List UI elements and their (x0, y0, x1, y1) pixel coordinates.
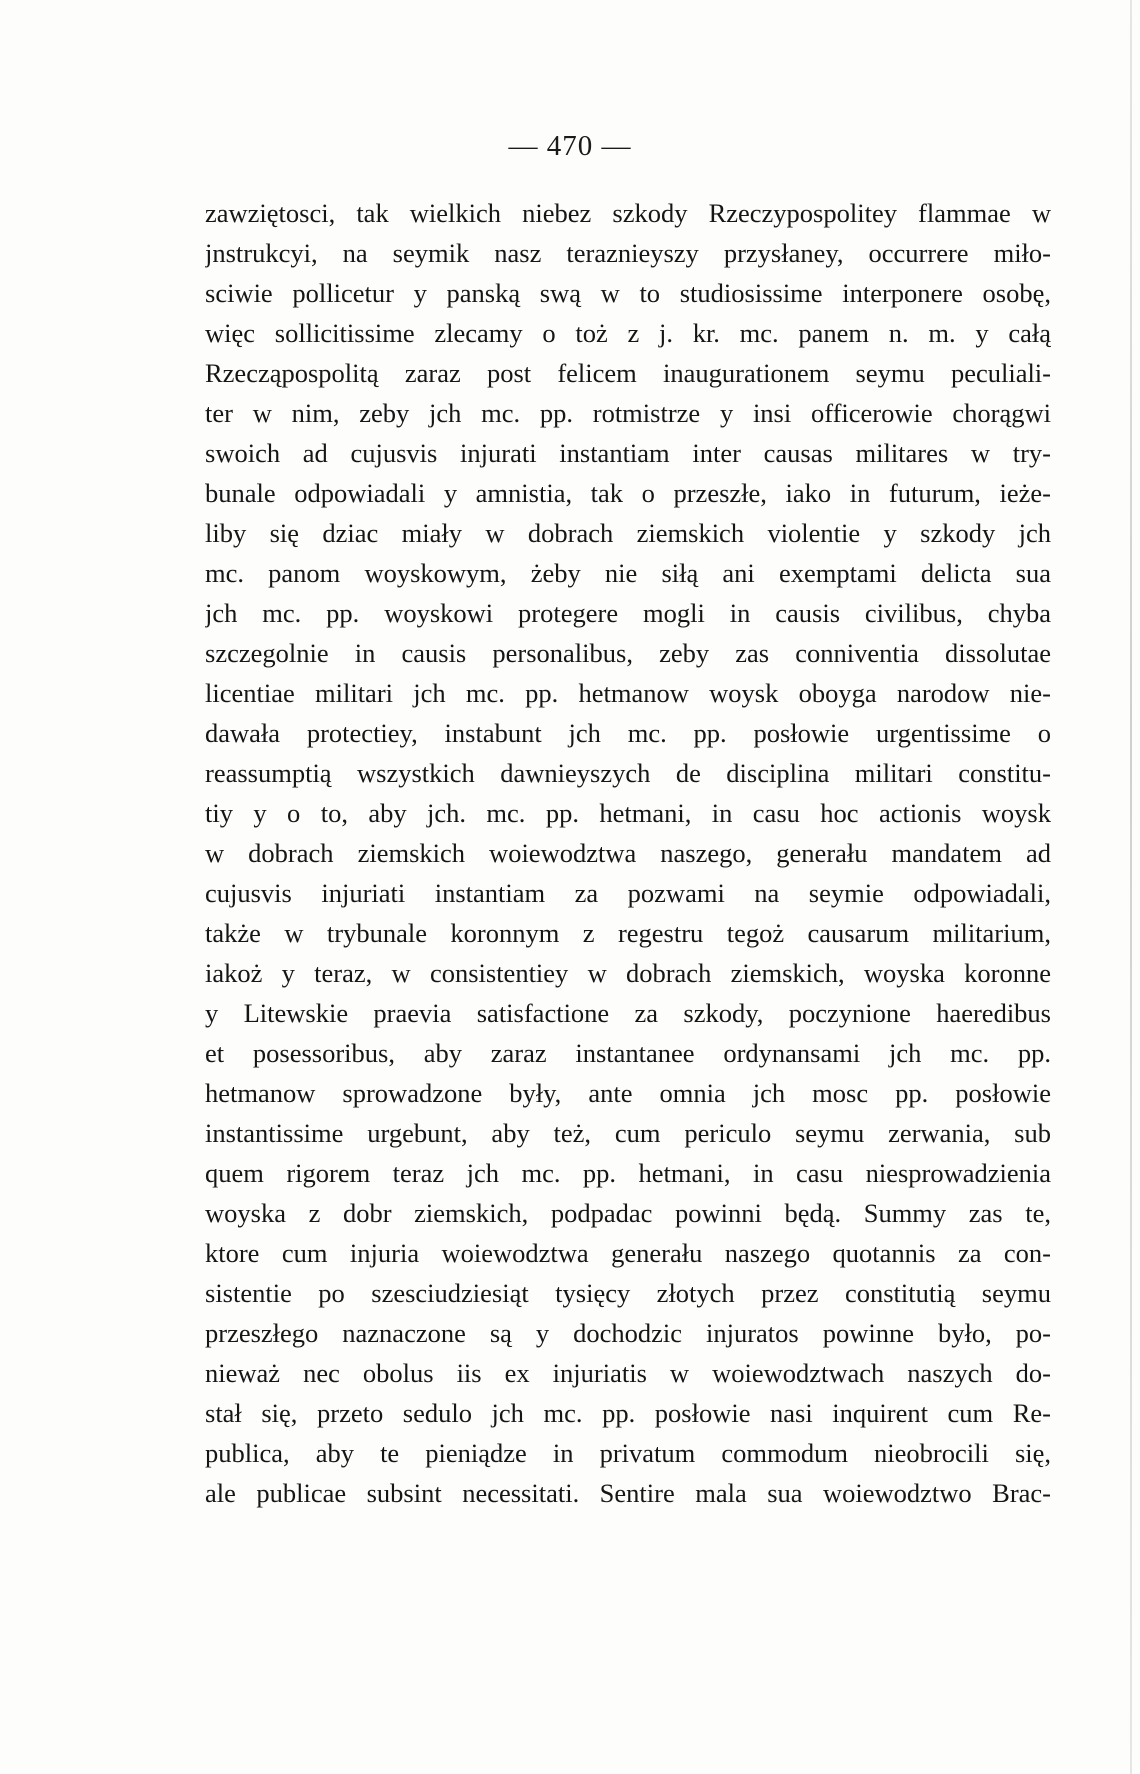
text-line: woyska z dobr ziemskich, podpadac powinni będą. Summy zas te, (205, 1198, 1051, 1228)
text-line: stał się, przeto sedulo jch mc. pp. posłowie nasi inquirent cum Re- (205, 1398, 1051, 1428)
text-line: jnstrukcyi, na seymik nasz teraznieyszy przysłaney, occurrere miło- (205, 238, 1051, 268)
text-line: ter w nim, zeby jch mc. pp. rotmistrze y insi officerowie chorągwi (205, 398, 1051, 428)
page-edge-shadow (1130, 0, 1132, 1774)
text-line: swoich ad cujusvis injurati instantiam inter causas militares w try- (205, 438, 1051, 468)
text-line: zawziętosci, tak wielkich niebez szkody Rzeczypospolitey flammae w (205, 198, 1051, 228)
text-line: ktore cum injuria woiewodztwa generału naszego quotannis za con- (205, 1238, 1051, 1268)
text-line: przeszłego naznaczone są y dochodzic injuratos powinne było, po- (205, 1318, 1051, 1348)
text-line: licentiae militari jch mc. pp. hetmanow woysk oboyga narodow nie- (205, 678, 1051, 708)
text-line: reassumptią wszystkich dawnieyszych de disciplina militari constitu- (205, 758, 1051, 788)
text-line: mc. panom woyskowym, żeby nie siłą ani exemptami delicta sua (205, 558, 1051, 588)
text-line: nieważ nec obolus iis ex injuriatis w woiewodztwach naszych do- (205, 1358, 1051, 1388)
text-line: tiy y o to, aby jch. mc. pp. hetmani, in casu hoc actionis woysk (205, 798, 1051, 828)
text-line: ale publicae subsint necessitati. Sentire mala sua woiewodztwo Brac- (205, 1478, 1051, 1508)
text-line: liby się dziac miały w dobrach ziemskich violentie y szkody jch (205, 518, 1051, 548)
text-line: sciwie pollicetur y panską swą w to studiosissime interponere osobę, (205, 278, 1051, 308)
text-line: w dobrach ziemskich woiewodztwa naszego, generału mandatem ad (205, 838, 1051, 868)
text-line: hetmanow sprowadzone były, ante omnia jch mosc pp. posłowie (205, 1078, 1051, 1108)
text-line: y Litewskie praevia satisfactione za szkody, poczynione haeredibus (205, 998, 1051, 1028)
page-number: — 470 — (508, 130, 632, 162)
text-line: iakoż y teraz, w consistentiey w dobrach ziemskich, woyska koronne (205, 958, 1051, 988)
text-line: sistentie po szesciudziesiąt tysięcy złotych przez constitutią seymu (205, 1278, 1051, 1308)
text-line: dawała protectiey, instabunt jch mc. pp. posłowie urgentissime o (205, 718, 1051, 748)
text-line: bunale odpowiadali y amnistia, tak o przeszłe, iako in futurum, ieże- (205, 478, 1051, 508)
text-line: także w trybunale koronnym z regestru tegoż causarum militarium, (205, 918, 1051, 948)
text-line: cujusvis injuriati instantiam za pozwami na seymie odpowiadali, (205, 878, 1051, 908)
text-line: et posessoribus, aby zaraz instantanee ordynansami jch mc. pp. (205, 1038, 1051, 1068)
text-line: quem rigorem teraz jch mc. pp. hetmani, in casu niesprowadzienia (205, 1158, 1051, 1188)
text-line: jch mc. pp. woyskowi protegere mogli in causis civilibus, chyba (205, 598, 1051, 628)
body-text (205, 193, 1051, 1513)
text-line: szczegolnie in causis personalibus, zeby zas conniventia dissolutae (205, 638, 1051, 668)
text-line: instantissime urgebunt, aby też, cum periculo seymu zerwania, sub (205, 1118, 1051, 1148)
text-line: Rzecząpospolitą zaraz post felicem inaugurationem seymu peculiali- (205, 358, 1051, 388)
text-line: publica, aby te pieniądze in privatum commodum nieobrocili się, (205, 1438, 1051, 1468)
text-line: więc sollicitissime zlecamy o toż z j. kr. mc. panem n. m. y całą (205, 318, 1051, 348)
